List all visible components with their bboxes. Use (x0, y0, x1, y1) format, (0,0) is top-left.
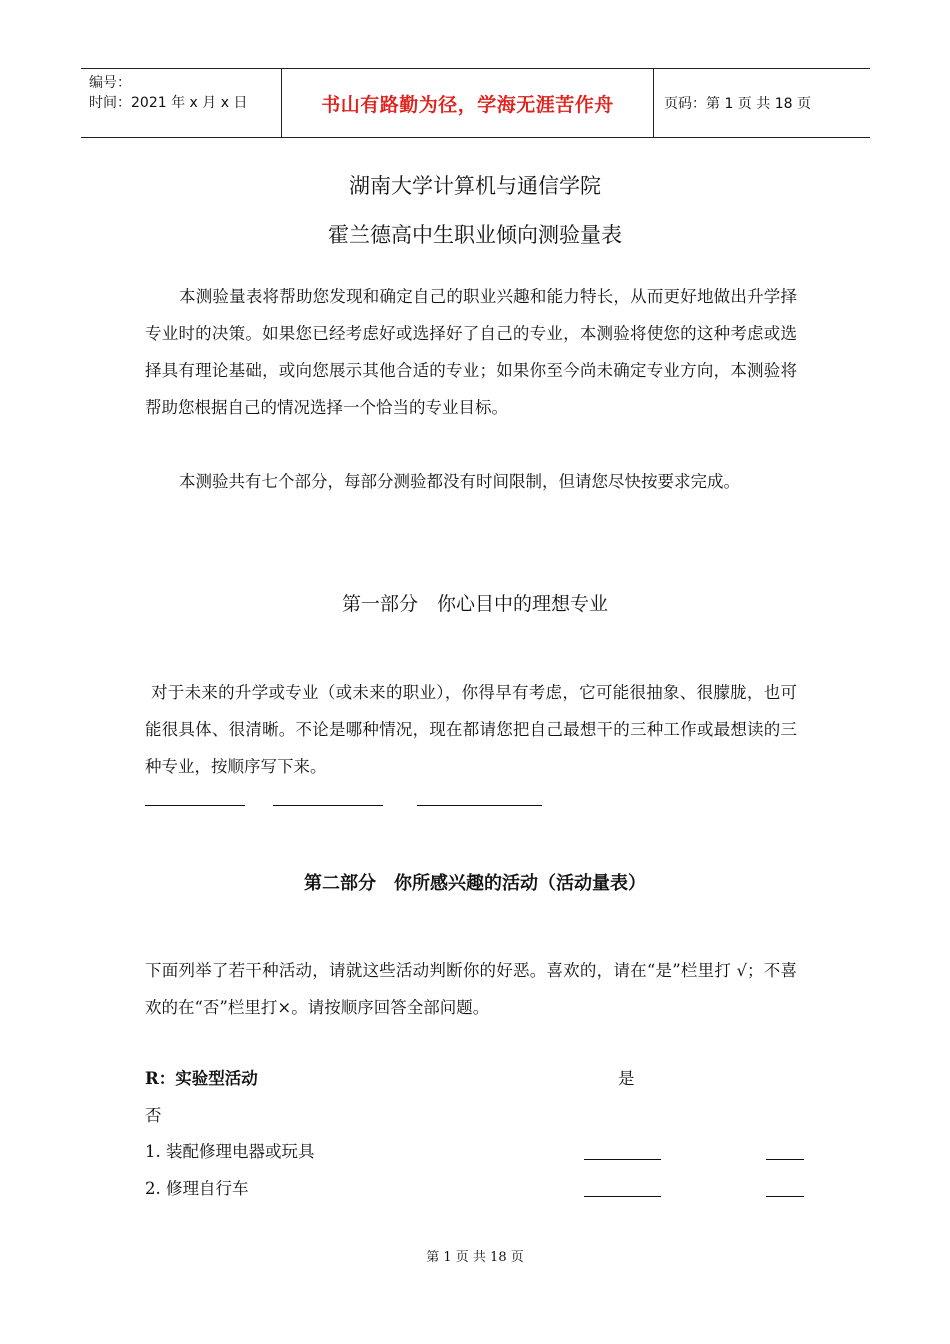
number-label: 编号： (89, 75, 131, 91)
part2-instructions: 下面列举了若干种活动，请就这些活动判断你的好恶。喜欢的，请在“是”栏里打 √；不喜欢的在“否”栏里打×。请按顺序回答全部问题。 (145, 961, 797, 1017)
page-code: 页码：第 1 页 共 18 页 (664, 96, 811, 112)
part2-heading: 第二部分 你所感兴趣的活动（活动量表） (304, 873, 646, 894)
page-header (81, 68, 870, 138)
category-label: R：实验型活动 (145, 1069, 258, 1088)
item-1-yes-blank[interactable] (584, 1159, 661, 1160)
item-2-no-blank[interactable] (766, 1196, 804, 1197)
intro-paragraph-2: 本测验共有七个部分，每部分测验都没有时间限制，但请您尽快按要求完成。 (179, 472, 740, 491)
activity-item-1: 1. 装配修理电器或玩具 (145, 1142, 315, 1161)
item-2-yes-blank[interactable] (584, 1196, 661, 1197)
part1-text: 对于未来的升学或专业（或未来的职业），你得早有考虑，它可能很抽象、很朦胧，也可能很具体、很清晰。不论是哪种情况，现在都请您把自己最想干的三种工作或最想读的三种专业，按顺序写下来。 (145, 683, 797, 776)
header-page-code-cell (654, 69, 870, 137)
no-column-label: 否 (145, 1106, 162, 1125)
intro-paragraph-1: 本测验量表将帮助您发现和确定自己的职业兴趣和能力特长，从而更好地做出升学择专业时的决策。如果您已经考虑好或选择好了自己的专业，本测验将使您的这种考虑或选择具有理论基础，或向您展示其他合适的专业；如果你至今尚未确定专业方向，本测验将帮助您根据自己的情况选择一个恰当的专业目标。 (145, 287, 797, 417)
title-line-2: 霍兰德高中生职业倾向测验量表 (328, 223, 622, 247)
page-footer: 第 1 页 共 18 页 (426, 1250, 524, 1265)
part1-heading: 第一部分 你心目中的理想专业 (341, 593, 608, 615)
header-meta (81, 69, 281, 137)
header-motto-cell (281, 69, 654, 137)
answer-blank-1[interactable] (145, 805, 245, 806)
motto: 书山有路勤为径，学海无涯苦作舟 (321, 93, 614, 116)
answer-blank-3[interactable] (417, 805, 542, 806)
yes-column-label: 是 (618, 1069, 635, 1088)
answer-blank-2[interactable] (273, 805, 383, 806)
time-label: 时间：2021 年 x 月 x 日 (89, 95, 248, 111)
item-1-no-blank[interactable] (766, 1159, 804, 1160)
activity-item-2: 2. 修理自行车 (145, 1179, 249, 1198)
title-line-1: 湖南大学计算机与通信学院 (349, 174, 601, 198)
